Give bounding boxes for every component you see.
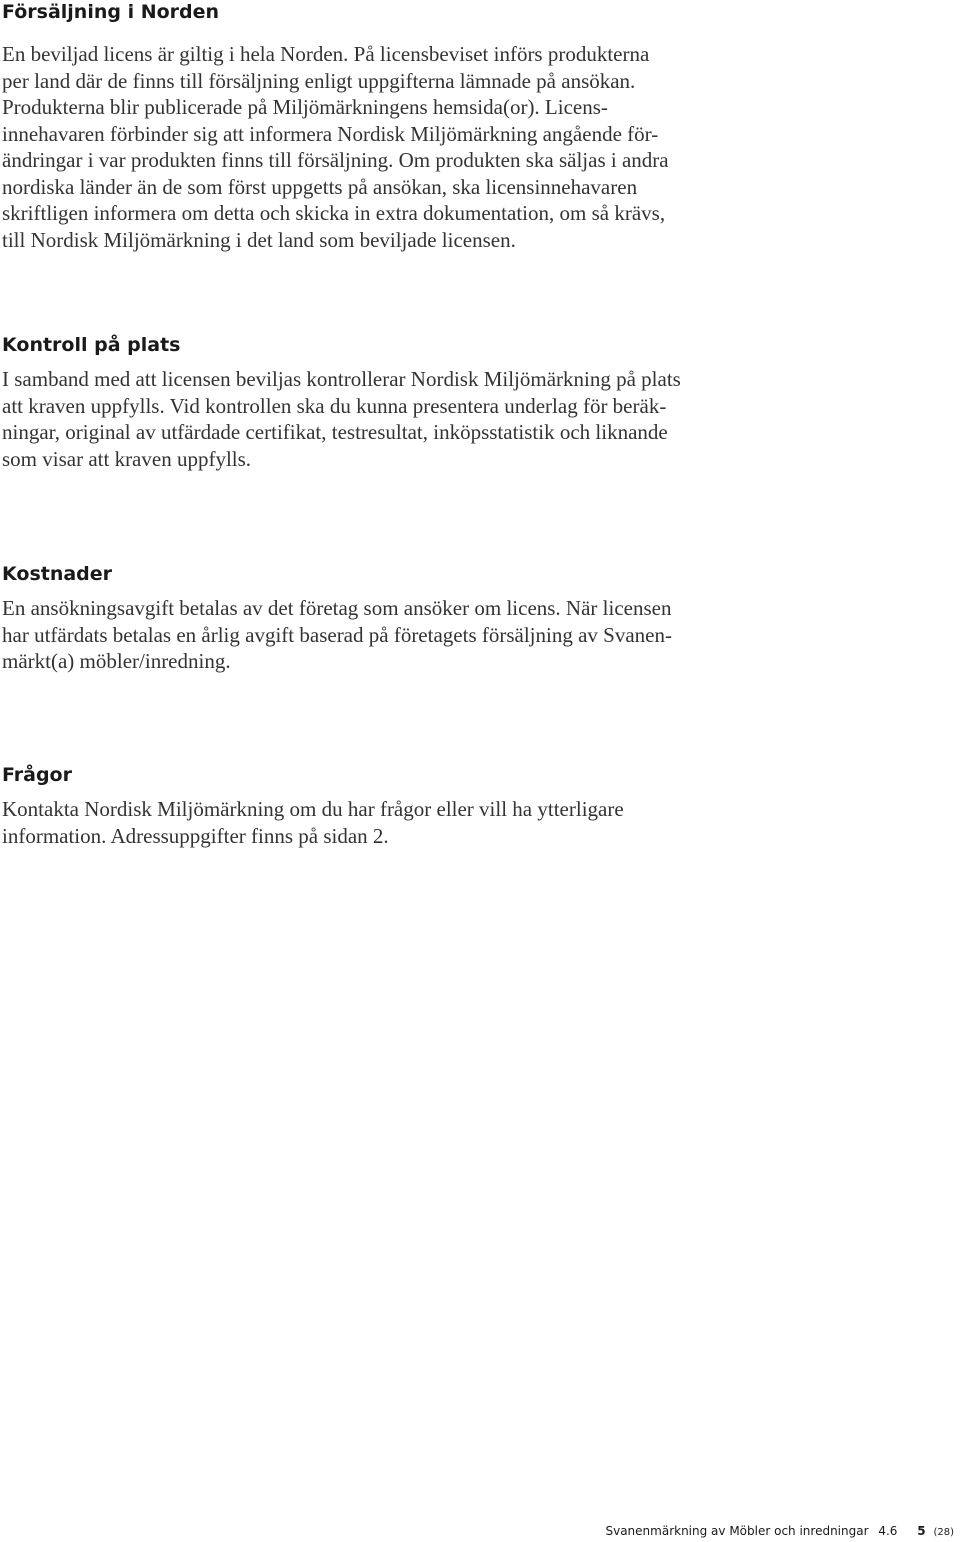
section-kostnader — [2, 562, 952, 675]
footer-document-title: Svanenmärkning av Möbler och inredningar — [605, 1524, 869, 1538]
paragraph-line: En beviljad licens är giltig i hela Norden. På licensbeviset införs produkterna — [2, 42, 650, 66]
section-heading: Frågor — [2, 764, 72, 786]
footer-total-pages: (28) — [933, 1527, 954, 1538]
section-kontroll-pa-plats — [2, 333, 952, 472]
paragraph-line: Kontakta Nordisk Miljömärkning om du har frågor eller vill ha ytterligare — [2, 797, 624, 821]
paragraph-line: ningar, original av utfärdade certifikat, testresultat, inköpsstatistik och liknande — [2, 420, 668, 444]
paragraph-line: märkt(a) möbler/inredning. — [2, 649, 231, 673]
section-heading: Kontroll på plats — [2, 334, 181, 356]
section-heading: Försäljning i Norden — [2, 1, 220, 23]
page-footer — [605, 1524, 954, 1538]
paragraph-line: som visar att kraven uppfylls. — [2, 446, 252, 471]
section-forsaljning-i-norden — [2, 0, 952, 253]
paragraph-line: per land där de finns till försäljning enligt uppgifterna lämnade på ansökan. — [2, 68, 636, 93]
section-fragor — [2, 763, 952, 849]
paragraph-line: information. Adressuppgifter finns på sidan 2. — [2, 823, 389, 848]
paragraph-line: skriftligen informera om detta och skicka in extra dokumentation, om så krävs, — [2, 201, 666, 225]
section-paragraph — [2, 41, 952, 253]
footer-page-number: 5 — [917, 1524, 926, 1538]
paragraph-line: I samband med att licensen beviljas kontrollerar Nordisk Miljömärkning på plats — [2, 367, 681, 391]
paragraph-line: En ansökningsavgift betalas av det företag som ansöker om licens. När licensen — [2, 596, 672, 620]
paragraph-line: ändringar i var produkten finns till försäljning. Om produkten ska säljas i andra — [2, 148, 669, 172]
paragraph-line: till Nordisk Miljömärkning i det land som beviljade licensen. — [2, 227, 516, 252]
footer-version: 4.6 — [878, 1524, 898, 1538]
paragraph-line: nordiska länder än de som först uppgetts på ansökan, ska licensinnehavaren — [2, 174, 638, 199]
paragraph-line: innehavaren förbinder sig att informera Nordisk Miljömärkning angående för- — [2, 121, 659, 146]
paragraph-line: att kraven uppfylls. Vid kontrollen ska du kunna presentera underlag för beräk- — [2, 393, 667, 418]
section-paragraph — [2, 366, 952, 472]
section-paragraph — [2, 796, 952, 849]
section-heading: Kostnader — [2, 563, 113, 585]
section-paragraph — [2, 595, 952, 675]
paragraph-line: Produkterna blir publicerade på Miljömärkningens hemsida(or). Licens- — [2, 95, 608, 119]
paragraph-line: har utfärdats betalas en årlig avgift baserad på företagets försäljning av Svanen- — [2, 622, 672, 647]
